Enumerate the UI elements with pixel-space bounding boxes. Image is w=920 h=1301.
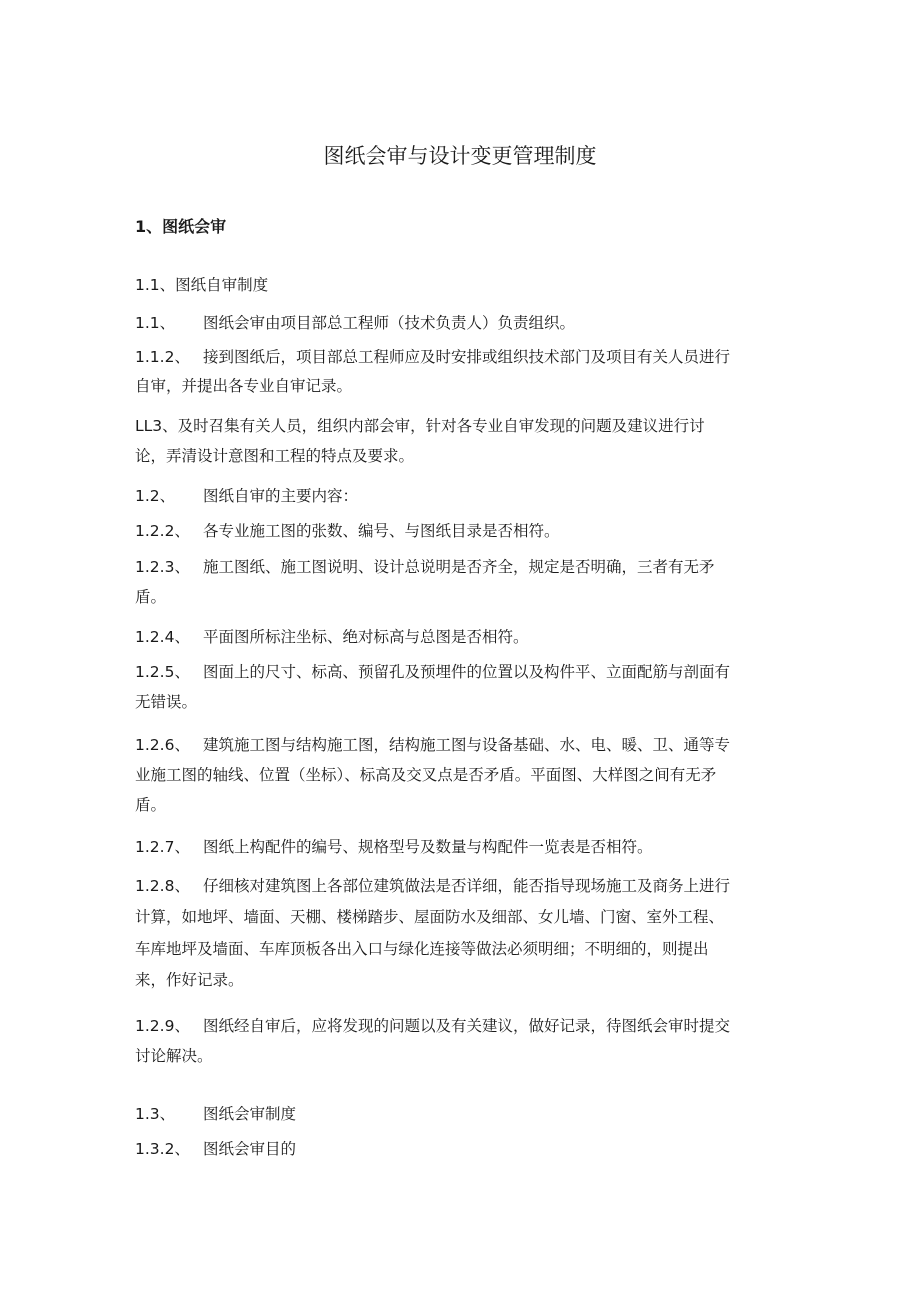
paragraph-line bbox=[135, 1043, 785, 1069]
clause-text: 施工图纸、施工图说明、设计总说明是否齐全，规定是否明确，三者有无矛 bbox=[203, 558, 715, 576]
clause-number: 1.3、 bbox=[135, 1105, 176, 1123]
paragraph-line bbox=[135, 443, 785, 469]
clause-text: 图纸自审的主要内容： bbox=[203, 487, 359, 505]
section-heading bbox=[135, 214, 226, 240]
clause-text: 图纸会审制度 bbox=[203, 1105, 297, 1123]
clause-text: 仔细核对建筑图上各部位建筑做法是否详细，能否指导现场施工及商务上进行 bbox=[203, 877, 731, 895]
paragraph-line bbox=[135, 936, 785, 962]
clause-text: 图纸上构配件的编号、规格型号及数量与构配件一览表是否相符。 bbox=[203, 838, 653, 856]
clause-text: 图纸会审由项目部总工程师（技术负责人）负责组织。 bbox=[203, 314, 576, 332]
clause-number: 1.2.2、 bbox=[135, 522, 190, 540]
section-number: 1、 bbox=[135, 217, 163, 236]
clause-number: 1.3.2、 bbox=[135, 1140, 190, 1158]
paragraph-line bbox=[135, 689, 785, 715]
clause-text: 盾。 bbox=[135, 796, 167, 814]
paragraph-line bbox=[135, 344, 785, 370]
clause-text: 业施工图的轴线、位置（坐标）、标高及交叉点是否矛盾。平面图、大样图之间有无矛 bbox=[135, 766, 717, 784]
clause-number: 1.2.7、 bbox=[135, 838, 190, 856]
clause-number: 1.2.5、 bbox=[135, 663, 190, 681]
clause-text: 图纸会审目的 bbox=[203, 1140, 297, 1158]
clause-text: 图纸经自审后，应将发现的问题以及有关建议，做好记录，待图纸会审时提交 bbox=[203, 1017, 731, 1035]
paragraph-line bbox=[135, 272, 785, 298]
clause-text: 图面上的尺寸、标高、预留孔及预埋件的位置以及构件平、立面配筋与剖面有 bbox=[203, 663, 731, 681]
section-label: 图纸会审 bbox=[162, 217, 227, 236]
paragraph-line bbox=[135, 873, 785, 899]
paragraph-line bbox=[135, 584, 785, 610]
paragraph-line bbox=[135, 1101, 785, 1127]
clause-number: 1.1、 bbox=[135, 314, 176, 332]
clause-number: 1.2、 bbox=[135, 487, 176, 505]
paragraph-line bbox=[135, 518, 785, 544]
clause-text: 建筑施工图与结构施工图，结构施工图与设备基础、水、电、暖、卫、通等专 bbox=[203, 736, 731, 754]
clause-number: 1.2.6、 bbox=[135, 736, 190, 754]
document-title: 图纸会审与设计变更管理制度 bbox=[323, 144, 597, 168]
paragraph-line bbox=[135, 554, 785, 580]
clause-text: 及时召集有关人员，组织内部会审，针对各专业自审发现的问题及建议进行讨 bbox=[177, 417, 705, 435]
clause-text: 图纸自审制度 bbox=[175, 276, 269, 294]
clause-text: 车库地坪及墙面、车库顶板各出入口与绿化连接等做法必须明细；不明细的，则提出 bbox=[135, 940, 709, 958]
clause-text: 讨论解决。 bbox=[135, 1047, 213, 1065]
paragraph-line bbox=[135, 792, 785, 818]
paragraph-line bbox=[135, 762, 785, 788]
paragraph-line bbox=[135, 1013, 785, 1039]
clause-text: 各专业施工图的张数、编号、与图纸目录是否相符。 bbox=[203, 522, 560, 540]
paragraph-line bbox=[135, 904, 785, 930]
paragraph-line bbox=[135, 373, 785, 399]
clause-number: LL3、 bbox=[135, 417, 178, 435]
clause-number: 1.1.2、 bbox=[135, 348, 190, 366]
clause-number: 1.2.8、 bbox=[135, 877, 190, 895]
paragraph-line bbox=[135, 483, 785, 509]
clause-text: 盾。 bbox=[135, 588, 167, 606]
clause-text: 计算，如地坪、墙面、天棚、楼梯踏步、屋面防水及细部、女儿墙、门窗、室外工程、 bbox=[135, 908, 725, 926]
paragraph-line bbox=[135, 659, 785, 685]
clause-text: 论，弄清设计意图和工程的特点及要求。 bbox=[135, 447, 415, 465]
clause-text: 来，作好记录。 bbox=[135, 971, 244, 989]
paragraph-line bbox=[135, 310, 785, 336]
paragraph-line bbox=[135, 413, 785, 439]
clause-number: 1.1、 bbox=[135, 276, 176, 294]
clause-text: 自审，并提出各专业自审记录。 bbox=[135, 377, 353, 395]
paragraph-line bbox=[135, 834, 785, 860]
clause-number: 1.2.9、 bbox=[135, 1017, 190, 1035]
clause-text: 接到图纸后，项目部总工程师应及时安排或组织技术部门及项目有关人员进行 bbox=[203, 348, 731, 366]
clause-number: 1.2.4、 bbox=[135, 628, 190, 646]
clause-text: 无错误。 bbox=[135, 693, 198, 711]
paragraph-line bbox=[135, 1136, 785, 1162]
paragraph-line bbox=[135, 967, 785, 993]
clause-number: 1.2.3、 bbox=[135, 558, 190, 576]
clause-text: 平面图所标注坐标、绝对标高与总图是否相符。 bbox=[203, 628, 529, 646]
paragraph-line bbox=[135, 732, 785, 758]
paragraph-line bbox=[135, 624, 785, 650]
